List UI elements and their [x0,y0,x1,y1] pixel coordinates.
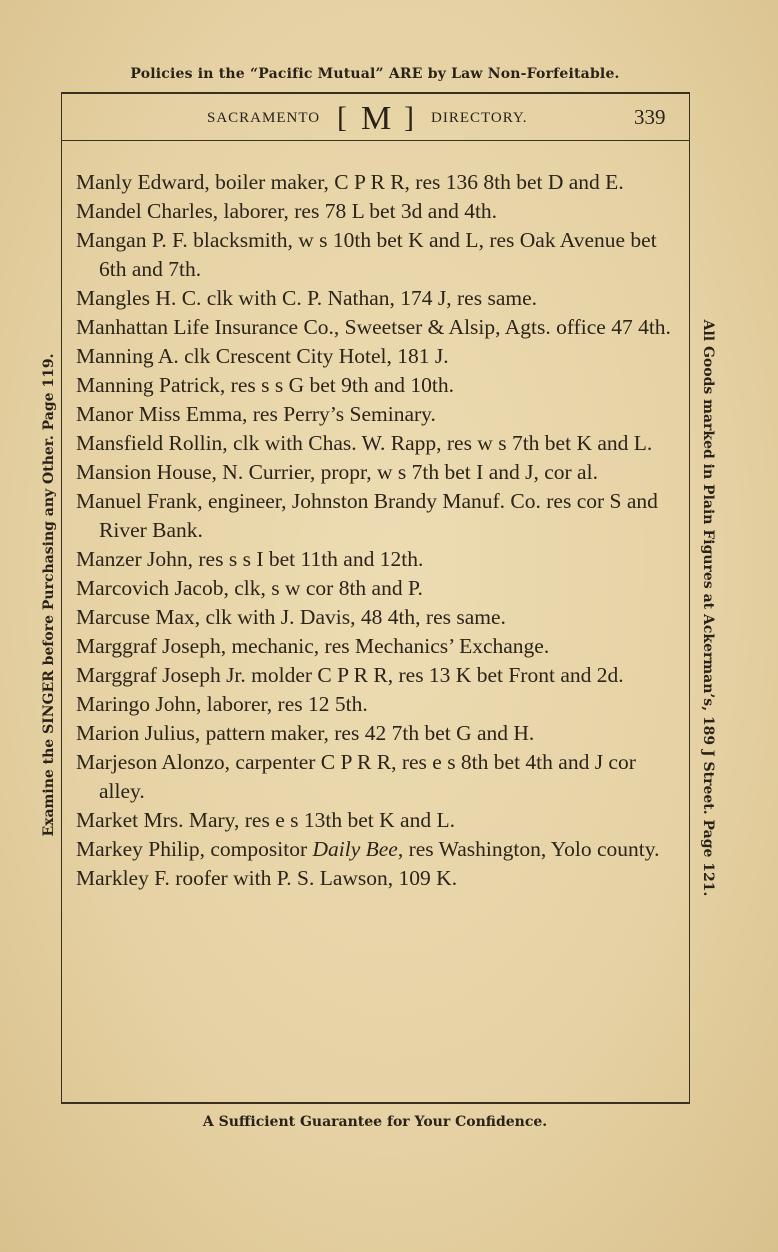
directory-entry: Markley F. roofer with P. S. Lawson, 109 K. [76,866,458,890]
directory-entry: Mangles H. C. clk with C. P. Nathan, 174 J, res same. [76,286,538,310]
directory-entry [76,835,682,864]
directory-entry: Manning A. clk Crescent City Hotel, 181 J. [76,344,449,368]
directory-entry: Marggraf Joseph, mechanic, res Mechanics’ Exchange. [76,634,550,658]
directory-entry: Marcovich Jacob, clk, s w cor 8th and P. [76,576,423,600]
header-section-letter: M [361,100,392,137]
directory-entry: Manning Patrick, res s s G bet 9th and 10th. [76,373,454,397]
left-margin-ad-text: Examine the SINGER before Purchasing any Other. Page 119. [41,353,57,837]
directory-entry: Marggraf Joseph Jr. molder C P R R, res 13 K bet Front and 2d. [76,663,624,687]
header-rule [61,140,690,141]
entry-text: Markey Philip, compositor [76,837,313,861]
directory-entry: Manor Miss Emma, res Perry’s Seminary. [76,402,436,426]
page-number: 339 [634,105,666,129]
directory-entry: Mangan P. F. blacksmith, w s 10th bet K and L, res Oak Avenue bet 6th and 7th. [76,228,657,281]
header-bracket-left: [ [337,101,347,134]
directory-entry: Manzer John, res s s I bet 11th and 12th. [76,547,424,571]
directory-entry: Marion Julius, pattern maker, res 42 7th bet G and H. [76,721,535,745]
entry-text: , res Washington, Yolo county. [397,837,660,861]
right-margin-ad-text: All Goods marked in Plain Figures at Ackerman’s, 189 J Street. Page 121. [700,319,716,897]
newspaper-title: Daily Bee [312,837,398,861]
directory-entry: Manly Edward, boiler maker, C P R R, res 136 8th bet D and E. [76,170,624,194]
directory-entry: Mansfield Rollin, clk with Chas. W. Rapp, res w s 7th bet K and L. [76,431,653,455]
top-banner-ad: Policies in the “Pacific Mutual” ARE by Law Non-Forfeitable. [130,66,620,82]
directory-entry: Mansion House, N. Currier, propr, w s 7th bet I and J, cor al. [76,460,598,484]
header-city: SACRAMENTO [207,110,321,126]
directory-entry: Mandel Charles, laborer, res 78 L bet 3d and 4th. [76,199,498,223]
directory-entry: Marcuse Max, clk with J. Davis, 48 4th, res same. [76,605,506,629]
directory-entry: Marjeson Alonzo, carpenter C P R R, res e s 8th bet 4th and J cor alley. [76,750,636,803]
directory-entry: Market Mrs. Mary, res e s 13th bet K and L. [76,808,455,832]
directory-entry: Manhattan Life Insurance Co., Sweetser & Alsip, Agts. office 47 4th. [76,315,671,339]
directory-entry: Maringo John, laborer, res 12 5th. [76,692,368,716]
bottom-banner-ad: A Sufficient Guarantee for Your Confidence. [202,1114,548,1130]
running-header [61,98,690,138]
header-bracket-right: ] [404,101,414,134]
directory-entries [76,168,682,893]
directory-entry: Manuel Frank, engineer, Johnston Brandy Manuf. Co. res cor S and River Bank. [76,489,658,542]
header-directory: DIRECTORY. [431,110,528,126]
